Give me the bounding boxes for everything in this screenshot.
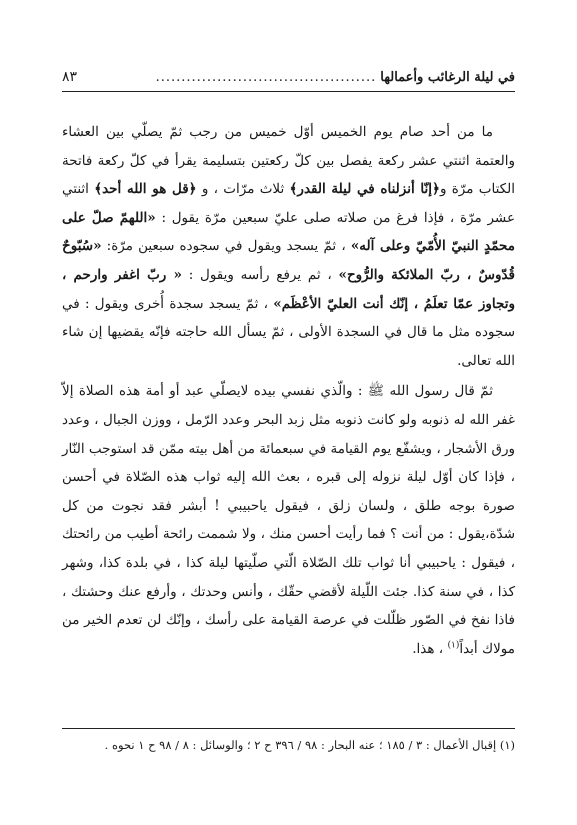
running-header — [62, 64, 515, 90]
footnote: (١) إقبال الأعمال : ٣ / ١٨٥ ؛ عنه البحار : ٩٨ / ٣٩٦ ح ٢ ؛ والوسائل : ٨ / ٩٨ ح ١ نحوه . — [104, 738, 515, 752]
quoted-text: ﴿إنّا أنزلناه في ليلة القدر﴾ — [289, 181, 440, 198]
text-run: اثنتي عشر مرّة ، فإذا فرغ من صلاته صلى عليّ سبعين مرّة يقول : — [62, 181, 515, 226]
text-run: ، ثمّ يسجد سجدة أُخرى ويقول : في سجوده مثل ما قال في السجدة الأولى ، ثمّ يسأل الله حاجته فإنّه يقضيها إن شاء الله تعالى. — [62, 295, 515, 369]
text-run: ما من أحد صام يوم الخميس أوّل خميس من رجب ثمّ يصلّي بين العشاء والعتمة اثنتي عشر ركعة يفصل بين كلّ ركعتين بتسليمة يقرأ في كلّ ركعة فاتحة الكتاب مرّة و — [62, 124, 515, 198]
quoted-text: « ربّ اغفر وارحم ، وتجاوز عمّا تعلَمُ ، إنّك أنت العليّ الأعْظَم» — [62, 266, 515, 312]
text-run: ثمّ قال رسول الله ﷺ : والّذي نفسي بيده لايصلّي عبد أو أمة هذه الصلاة إلاّ غفر الله له ذنوبه ولو كانت ذنوبه مثل زبد البحر وعدد الرّمل ، ووزن الجبال ، وعدد ورق الأشجار ، ويشفّع يوم القيامة في سبعمائة من أهل بيته ممّن قد استوجب النّار ، فإذا كان أوّل ليلة نزوله إلى قبره ، بعث الله إليه ثواب هذه الصّلاة في أحسن صورة بوجه طلق ، ولسان زلق ، فيقول ياحبيبي ! أبشر فقد نجوت من كل شدّة،يقول : من أنت ؟ فما رأيت أحسن منك ، ولا شممت رائحة أطيب من رائحتك ، فيقول : ياحبيبي أنا ثواب تلك الصّلاة الّتي صلّيتها ليلة كذا ، في بلدة كذا، وشهر كذا ، في سنة كذا. جئت اللّيلة لأقضي حقّك ، وأنس وحدتك ، وأرفع عنك وحشتك ، فاذا نفخ في الصّور ظلّلت في عرصة القيامة على رأسك ، وإنّك لن تعدم الخير من مولاك أبداً — [62, 383, 515, 657]
paragraph — [62, 377, 515, 663]
text-run: ، ثم يرفع رأسه ويقول : — [181, 266, 339, 283]
header-dot-leader: ........................................... — [155, 69, 377, 85]
quoted-text: ﴿قل هو الله أحد﴾ — [94, 181, 197, 198]
quoted-text: «سُبّوحٌ قُدّوسٌ ، ربّ الملائكة والرُّوح» — [62, 238, 515, 283]
text-run: ، هذا. — [412, 640, 448, 657]
paragraph — [62, 118, 515, 375]
footnote-rule — [62, 728, 515, 729]
quoted-text: «اللهمّ صلّ على محمّدٍ النبيّ الأُمّيّ وعلى آله» — [62, 209, 515, 255]
footnote-marker: (١) — [447, 640, 460, 651]
page-number: ٨٣ — [62, 69, 78, 85]
body-text — [62, 118, 515, 663]
header-rule — [62, 91, 515, 92]
header-title: في ليلة الرغائب وأعمالها — [380, 69, 515, 85]
text-run: ، ثمّ يسجد ويقول في سجوده سبعين مرّة: — [101, 238, 351, 255]
text-run: ثلاث مرّات ، و — [196, 181, 290, 198]
